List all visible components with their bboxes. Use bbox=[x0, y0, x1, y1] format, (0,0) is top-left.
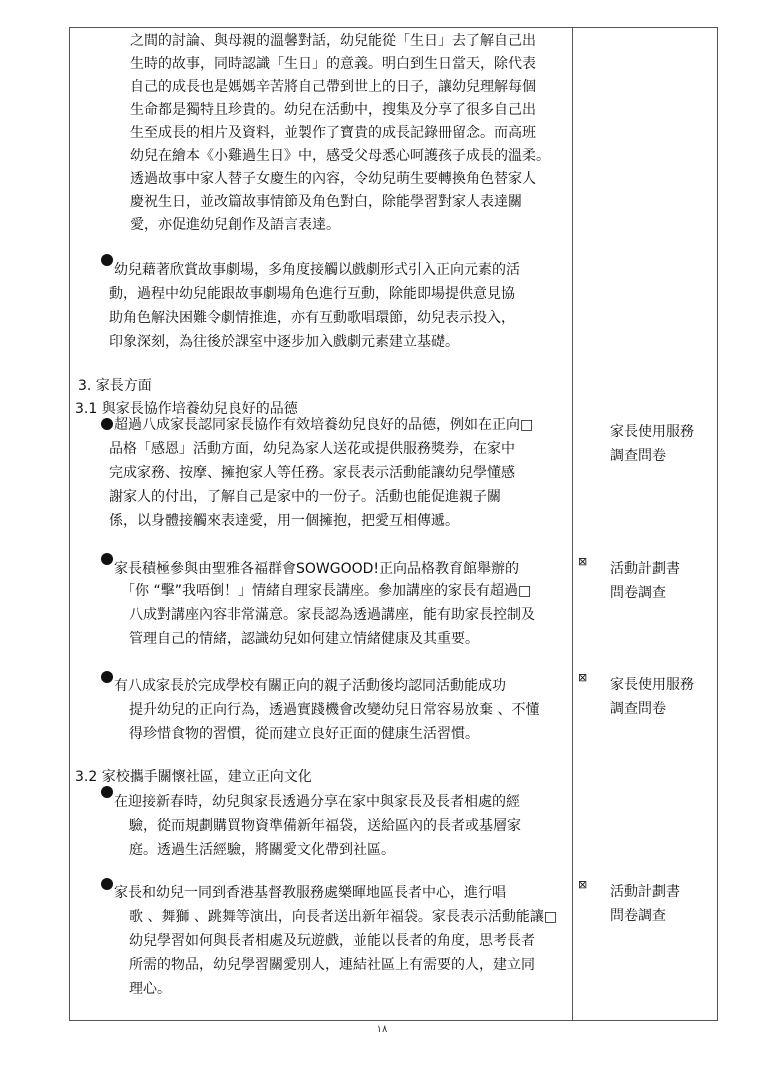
p31c-line-3: 得珍惜食物的習慣，從而建立良好正面的健康生活習慣。 bbox=[129, 726, 479, 742]
p31b-line-4: 管理自己的情緒，認識幼兒如何建立情緒健康及其重要。 bbox=[129, 631, 479, 647]
intro-line-4: 生命都是獨特且珍貴的。幼兒在活動中，搜集及分享了很多自己出 bbox=[130, 102, 536, 118]
p31a-line-2: 品格「感恩」活動方面，幼兒為家人送花或提供服務獎券，在家中 bbox=[109, 441, 515, 457]
p31a-side-1: 家長使用服務 bbox=[610, 424, 694, 440]
placeholder-glyph: □ bbox=[517, 583, 532, 599]
section-3-1-heading: 3.1 與家長協作培養幼兒良好的品德 bbox=[75, 401, 298, 417]
section-3-heading: 3. 家長方面 bbox=[78, 378, 152, 394]
theatre-line-2: 動，過程中幼兒能跟故事劇場角色進行互動，除能即場提供意見協 bbox=[109, 286, 515, 302]
intro-line-7: 透過故事中家人替子女慶生的內容，令幼兒萌生要轉換角色替家人 bbox=[130, 171, 536, 187]
bullet-31a bbox=[101, 418, 113, 430]
p31a-line-5: 係，以身體接觸來表達愛，用一個擁抱，把愛互相傳遞。 bbox=[109, 513, 459, 529]
p31b-side-2: 問卷調查 bbox=[610, 585, 666, 601]
marker-31b: ⊠ bbox=[578, 555, 588, 568]
p32a-line-2: 驗，從而規劃購買物資準備新年福袋，送給區內的長者或基層家 bbox=[129, 818, 521, 834]
p32b-line-1: 家長和幼兒一同到香港基督教服務處樂暉地區長者中心，進行唱 bbox=[114, 885, 506, 901]
bullet-32b bbox=[101, 878, 113, 890]
intro-line-8: 慶祝生日，並改篇故事情節及角色對白，除能學習對家人表達關 bbox=[130, 194, 522, 210]
p31a-line-1: 超過八成家長認同家長協作有效培養幼兒良好的品德，例如在正向□ bbox=[114, 417, 534, 433]
p32b-line-5: 理心。 bbox=[129, 981, 171, 997]
placeholder-glyph: □ bbox=[520, 417, 534, 433]
p32b-line-4: 所需的物品，幼兒學習關愛別人，連結社區上有需要的人，建立同 bbox=[129, 957, 535, 973]
section-3-2-heading: 3.2 家校攜手關懷社區，建立正向文化 bbox=[75, 769, 312, 785]
intro-line-3: 自己的成長也是媽媽辛苦將自己帶到世上的日子，讓幼兒理解每個 bbox=[130, 79, 536, 95]
p32a-line-1: 在迎接新春時，幼兒與家長透過分享在家中與家長及長者相處的經 bbox=[114, 794, 520, 810]
intro-line-5: 生至成長的相片及資料，並製作了寶貴的成長記錄冊留念。而高班 bbox=[130, 125, 536, 141]
p31c-line-2: 提升幼兒的正向行為，透過實踐機會改變幼兒日常容易放棄 、不懂 bbox=[129, 702, 540, 718]
marker-32b: ⊠ bbox=[578, 878, 588, 891]
p31a-line-3: 完成家務、按摩、擁抱家人等任務。家長表示活動能讓幼兒學懂感 bbox=[109, 465, 515, 481]
p31b-line-1: 家長積極參與由聖雅各福群會SOWGOOD!正向品格教育館舉辦的 bbox=[114, 561, 520, 577]
p32b-line-2: 歌 、舞獅 、跳舞等演出，向長者送出新年福袋。家長表示活動能讓□ bbox=[129, 909, 558, 925]
bullet-31b bbox=[101, 553, 113, 565]
p31b-line-3: 八成對講座內容非常滿意。家長認為透過講座，能有助家長控制及 bbox=[129, 607, 535, 623]
marker-31c: ⊠ bbox=[578, 671, 588, 684]
p32a-line-3: 庭。透過生活經驗，將關愛文化帶到社區。 bbox=[129, 842, 395, 858]
page-number: ١٨ bbox=[376, 1024, 388, 1035]
p31a-line-4: 謝家人的付出，了解自己是家中的一份子。活動也能促進親子關 bbox=[109, 489, 501, 505]
p31c-side-1: 家長使用服務 bbox=[610, 677, 694, 693]
p31c-side-2: 調查問卷 bbox=[610, 701, 666, 717]
p31c-line-1: 有八成家長於完成學校有關正向的親子活動後均認同活動能成功 bbox=[114, 678, 506, 694]
intro-line-2: 生時的故事，同時認識「生日」的意義。明白到生日當天，除代表 bbox=[130, 56, 536, 72]
p32b-line-3: 幼兒學習如何與長者相處及玩遊戲，並能以長者的角度，思考長者 bbox=[129, 933, 535, 949]
theatre-line-1: 幼兒藉著欣賞故事劇場，多角度接觸以戲劇形式引入正向元素的活 bbox=[114, 262, 520, 278]
p32b-side-1: 活動計劃書 bbox=[610, 884, 680, 900]
theatre-line-4: 印象深刻，為往後於課室中逐步加入戲劇元素建立基礎。 bbox=[109, 334, 459, 350]
intro-line-9: 愛，亦促進幼兒創作及語言表達。 bbox=[130, 217, 340, 233]
bullet-theatre bbox=[101, 254, 113, 266]
column-divider bbox=[572, 27, 573, 1021]
p31a-side-2: 調查問卷 bbox=[610, 448, 666, 464]
placeholder-glyph: □ bbox=[543, 909, 558, 925]
intro-line-6: 幼兒在繪本《小雞過生日》中，感受父母悉心呵護孩子成長的溫柔。 bbox=[130, 148, 550, 164]
p31b-line-2: 「你 “擊”我唔倒！」情緒自理家長講座。參加講座的家長有超過□ bbox=[121, 583, 532, 599]
intro-line-1: 之間的討論、與母親的溫馨對話，幼兒能從「生日」去了解自己出 bbox=[130, 33, 536, 49]
theatre-line-3: 助角色解決困難令劇情推進，亦有互動歌唱環節，幼兒表示投入， bbox=[109, 310, 515, 326]
p31b-side-1: 活動計劃書 bbox=[610, 561, 680, 577]
p32b-side-2: 問卷調查 bbox=[610, 908, 666, 924]
bullet-32a bbox=[101, 786, 113, 798]
bullet-31c bbox=[101, 671, 113, 683]
